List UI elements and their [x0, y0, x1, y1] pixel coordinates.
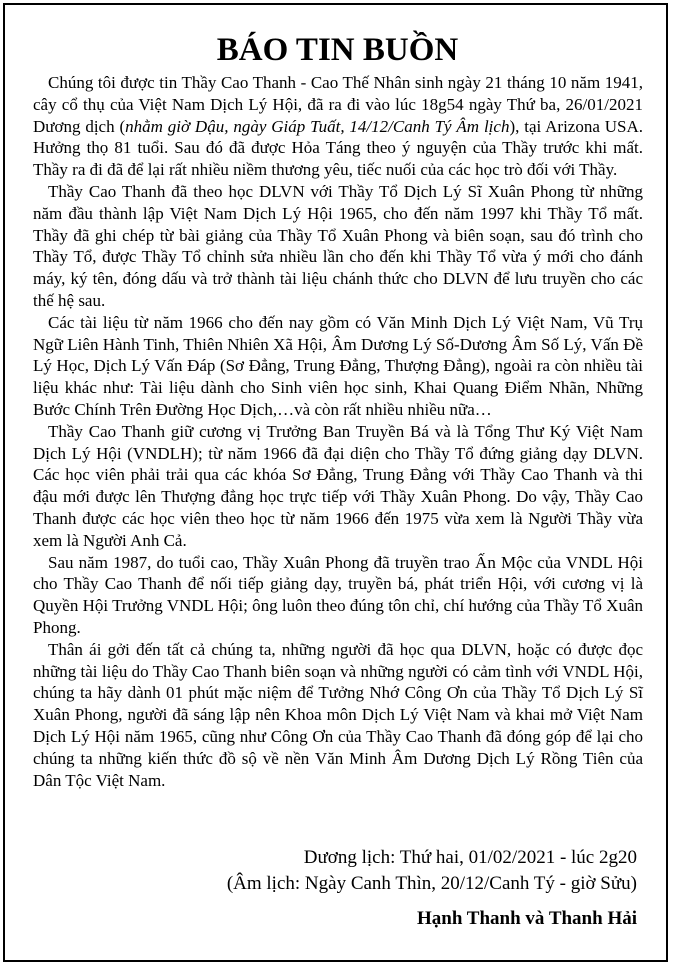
paragraph	[33, 421, 643, 552]
paragraph-text: Sau năm 1987, do tuổi cao, Thầy Xuân Phong đã truyền trao Ấn Mộc của VNDL Hội cho Thầy Cao Thanh để nối tiếp giảng dạy, truyền bá, phát triển Hội, với cương vị là Quyền Hội Trưởng VNDL Hội; ông luôn theo đúng tôn chỉ, chí hướng của Thầy Tổ Xuân Phong.	[33, 552, 643, 637]
paragraph-text: Các tài liệu từ năm 1966 cho đến nay gồm có Văn Minh Dịch Lý Việt Nam, Vũ Trụ Ngữ Liên Hành Tinh, Thiên Nhiên Xã Hội, Âm Dương Lý Số-Dương Âm Số Lý, Vấn Đề Lý Học, Dịch Lý Vấn Đáp (Sơ Đẳng, Trung Đẳng, Thượng Đẳng), ngoài ra còn nhiều tài liệu khác như: Tài liệu dành cho Sinh viên học sinh, Khai Quang Điểm Nhãn, Những Bước Chính Trên Đường Học Dịch,…và còn rất nhiều nhiều nữa…	[33, 312, 643, 419]
lunar-date-italic: nhằm giờ Dậu, ngày Giáp Tuất, 14/12/Canh Tý Âm lịch	[125, 116, 510, 136]
date-block	[227, 845, 637, 897]
paragraph	[33, 639, 643, 792]
lunar-date: (Âm lịch: Ngày Canh Thìn, 20/12/Canh Tý - giờ Sửu)	[226, 873, 637, 894]
solar-date: Dương lịch: Thứ hai, 01/02/2021 - lúc 2g20	[303, 847, 637, 868]
paragraph	[33, 552, 643, 639]
paragraph	[33, 72, 643, 181]
paragraph-text: ), tại Arizona USA. Hưởng thọ 81 tuổi. Sau đó đã được Hỏa Táng theo ý nguyện của Thầy trước khi mất. Thầy ra đi đã để lại rất nhiều niềm thương yêu, tiếc nuối của các học trò đối với Thầy.	[33, 116, 644, 180]
signature: Hạnh Thanh và Thanh Hải	[416, 908, 637, 929]
paragraph	[33, 181, 643, 312]
paragraph-text: Thầy Cao Thanh giữ cương vị Trưởng Ban Truyền Bá và là Tổng Thư Ký Việt Nam Dịch Lý Hội (VNDLH); từ năm 1966 đã đại diện cho Thầy Tổ đứng giảng dạy DLVN. Các học viên phải trải qua các khóa Sơ Đẳng, Trung Đẳng với Thầy Cao Thanh và thi đậu mới được lên Thượng đẳng học trực tiếp với Thầy Xuân Phong. Do vậy, Thầy Cao Thanh được các học viên theo học từ năm 1966 đến 1975 vừa xem là Người Thầy vừa xem là Người Anh Cả.	[33, 421, 643, 550]
document-body	[33, 72, 643, 791]
paragraph-text: Chúng tôi được tin Thầy Cao Thanh - Cao Thế Nhân sinh ngày 21 tháng 10 năm 1941, cây cổ thụ của Việt Nam Dịch Lý Hội, đã ra đi vào lúc 18g54 ngày Thứ ba, 26/01/2021 Dương dịch (	[33, 73, 643, 136]
page-title: BÁO TIN BUỒN	[216, 32, 459, 68]
paragraph-text: Thầy Cao Thanh đã theo học DLVN với Thầy Tổ Dịch Lý Sĩ Xuân Phong từ những năm đầu thành lập Việt Nam Dịch Lý Hội 1965, cho đến năm 1997 khi Thầy Tổ mất. Thầy đã ghi chép từ bài giảng của Thầy Tổ Xuân Phong và biên soạn, sau đó trình cho Thầy Tổ, được Thầy Tổ chỉnh sửa nhiều lần cho đến khi Thầy Tổ vừa ý mới cho đánh máy, ký tên, đóng dấu và trở thành tài liệu chánh thức cho DLVN để lưu truyền cho các thế hệ sau.	[33, 181, 643, 310]
paragraph-text: Thân ái gởi đến tất cả chúng ta, những người đã học qua DLVN, hoặc có được đọc những tài liệu do Thầy Cao Thanh biên soạn và những người có cảm tình với VNDL Hội, chúng ta hãy dành 01 phút mặc niệm để Tưởng Nhớ Công Ơn của Thầy Tổ Dịch Lý Sĩ Xuân Phong, người đã sáng lập nên Khoa môn Dịch Lý Việt Nam và khai mở Việt Nam Dịch Lý Hội năm 1965, cũng như Công Ơn của Thầy Cao Thanh đã đóng góp để lại cho chúng ta những kiến thức đồ sộ về nền Văn Minh Âm Dương Dịch Lý Rồng Tiên của Dân Tộc Việt Nam.	[33, 639, 643, 790]
paragraph	[33, 312, 643, 421]
